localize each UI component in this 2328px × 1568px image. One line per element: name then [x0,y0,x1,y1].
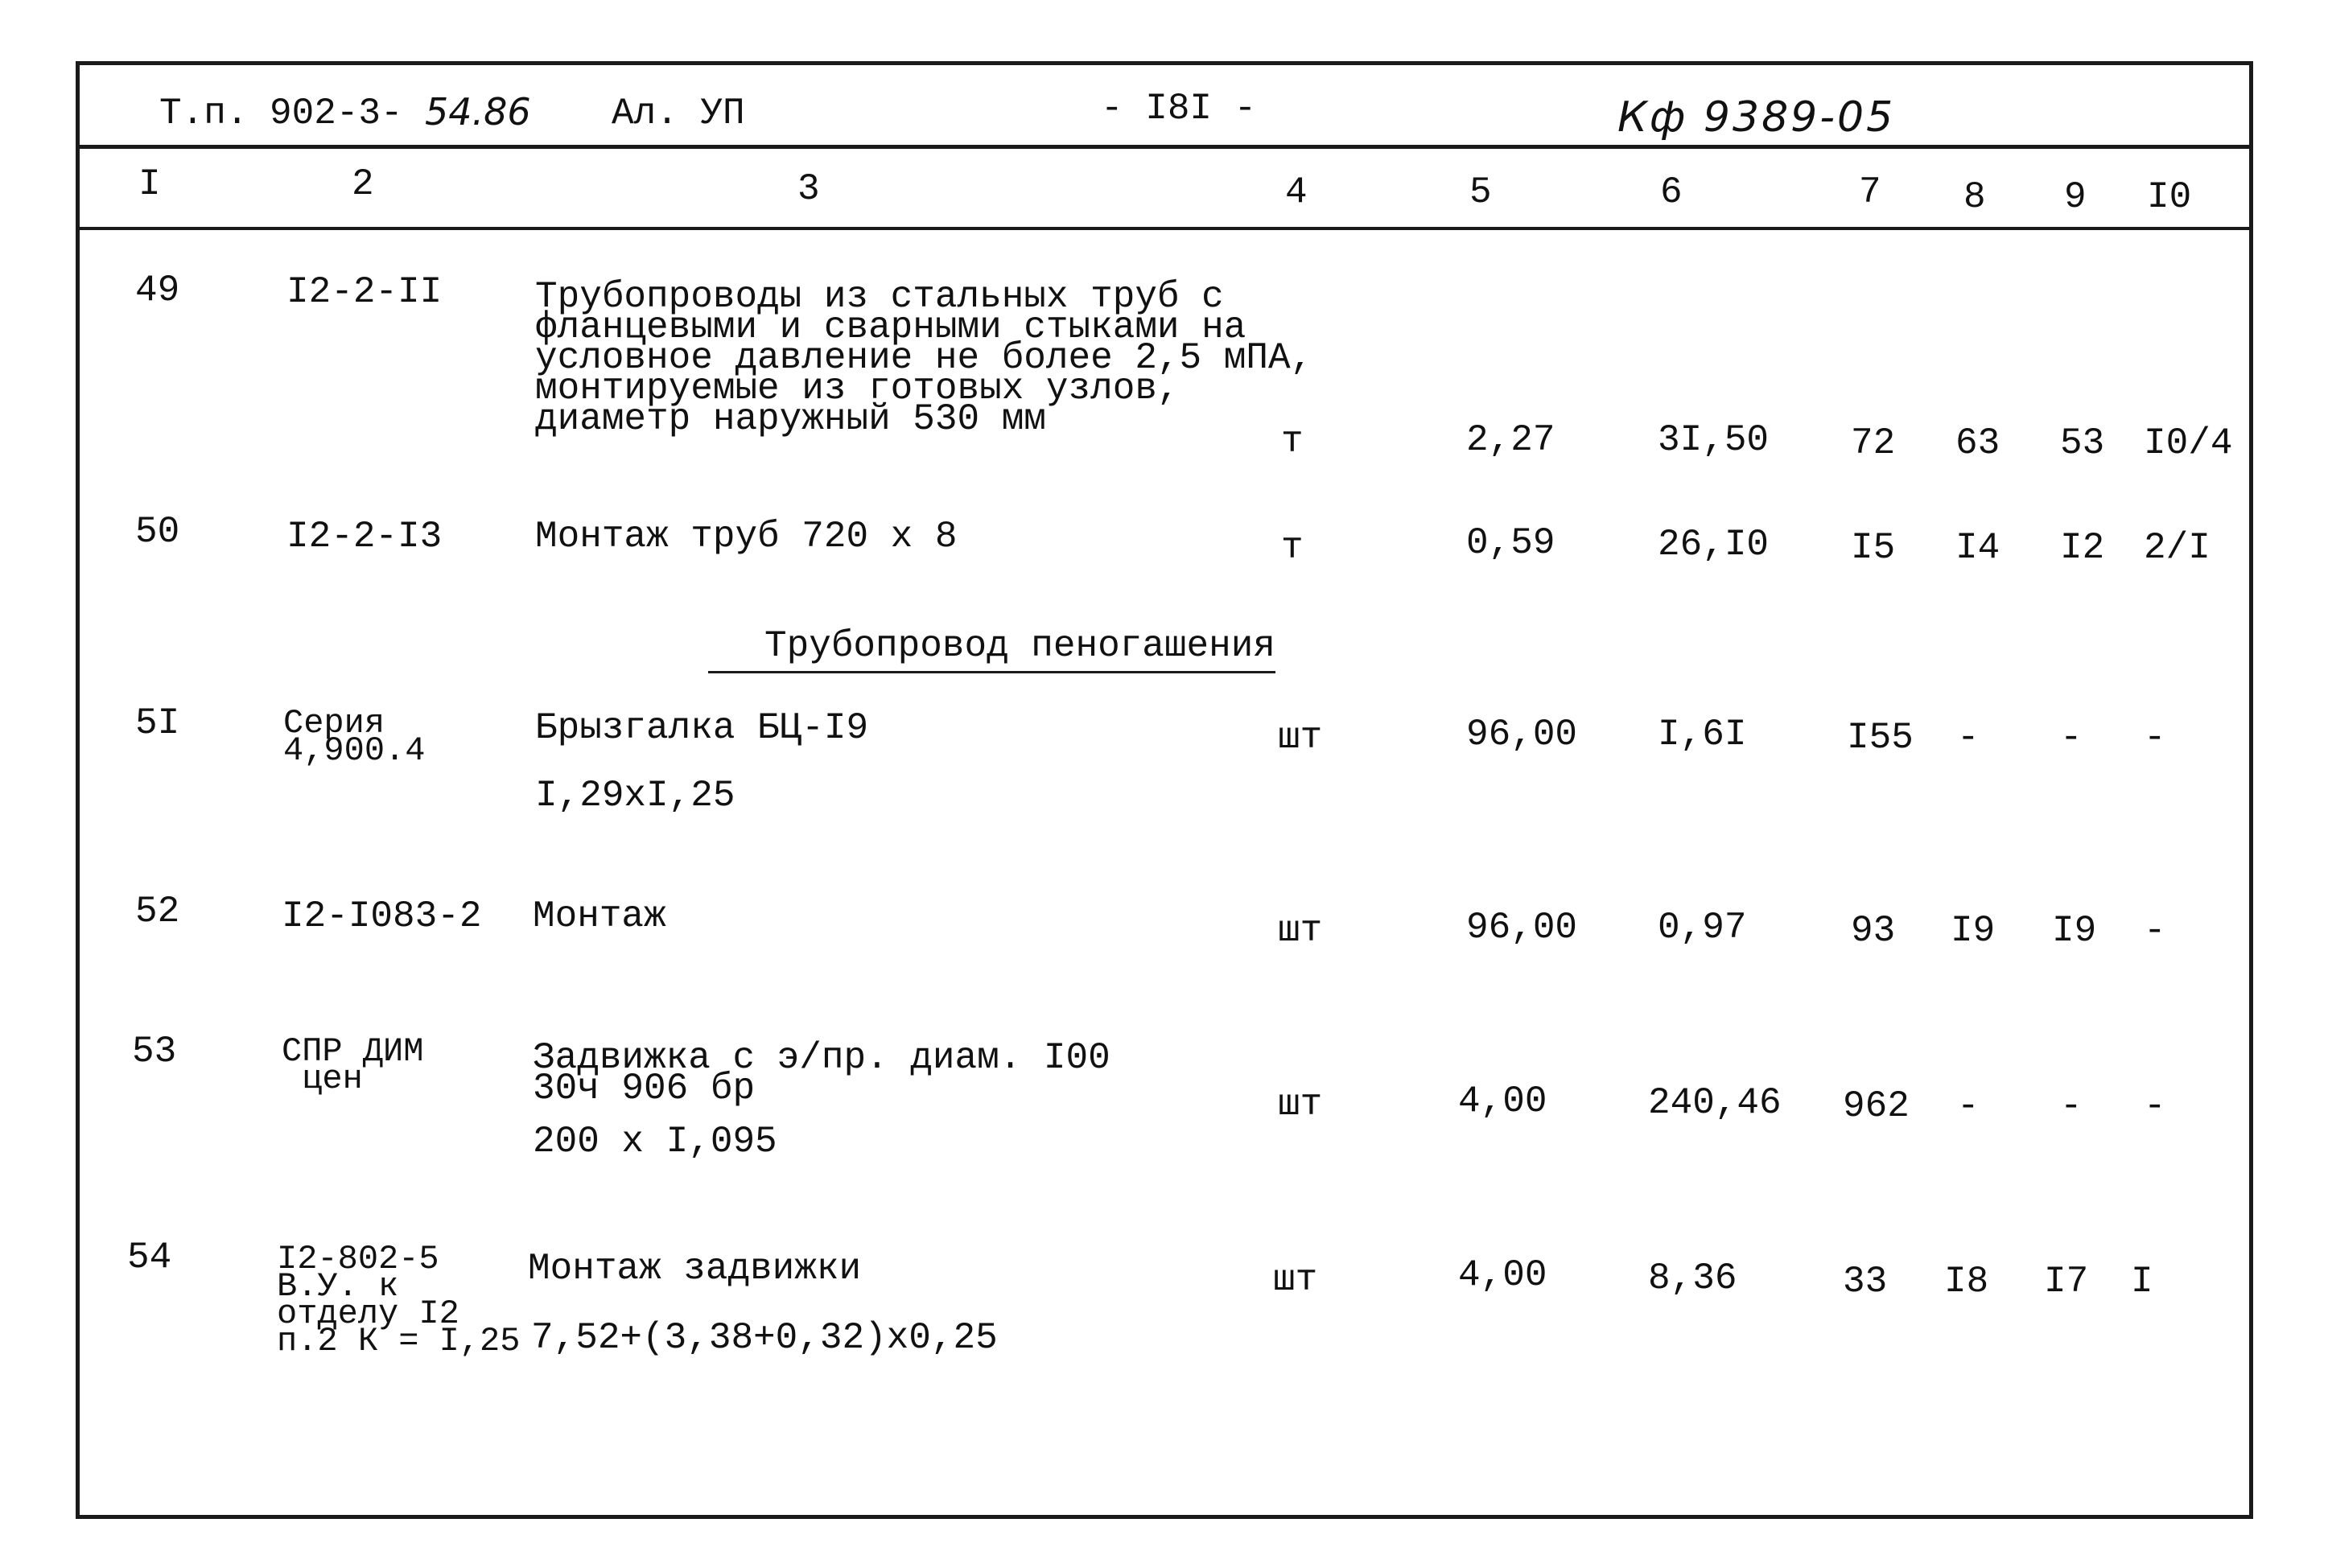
row-49-code: I2-2-II [286,271,443,313]
row-49-col6: 3I,50 [1658,419,1770,461]
row-53-col9: - [2060,1085,2083,1127]
album-label: Ал. УП [612,93,745,134]
row-52-code: I2-I083-2 [282,895,482,937]
row-51-num: 5I [135,702,180,744]
row-54-col10: I [2131,1261,2153,1303]
row-51-unit: шт [1278,717,1323,759]
row-51-col10: - [2144,717,2166,759]
row-52-col9: I9 [2052,910,2097,952]
section-title-underline [708,671,1275,673]
row-54-description: Монтаж задвижки [528,1248,862,1290]
row-51-col5: 96,00 [1466,714,1578,755]
row-53-num: 53 [132,1031,177,1072]
row-51-col6: I,6I [1658,714,1747,755]
row-53-col6: 240,46 [1648,1082,1782,1124]
row-49-col8: 63 [1955,422,2000,464]
tp-number-handwritten: 54.86 [425,90,531,134]
row-53-description: Задвижка с э/пр. диам. I00 30ч 906 бр [533,1037,1110,1109]
row-54-num: 54 [127,1237,172,1278]
row-49-num: 49 [135,270,180,311]
column-header-7: 7 [1859,171,1881,213]
row-50-col7: I5 [1851,527,1896,569]
row-50-num: 50 [135,511,180,553]
row-52-col7: 93 [1851,910,1896,952]
row-53-calculation: 200 х I,095 [533,1121,777,1163]
column-header-divider [76,227,2253,230]
row-54-col8: I8 [1944,1261,1989,1303]
row-54-col6: 8,36 [1648,1257,1737,1299]
row-52-col6: 0,97 [1658,907,1747,949]
tp-number: 902-3- [270,93,403,134]
column-header-6: 6 [1660,171,1683,213]
row-50-col9: I2 [2060,527,2105,569]
row-51-calculation: I,29хI,25 [535,775,735,817]
row-50-code: I2-2-I3 [286,516,443,558]
row-53-col8: - [1957,1085,1980,1127]
row-50-col8: I4 [1955,527,2000,569]
row-54-calculation: 7,52+(3,38+0,32)х0,25 [531,1317,998,1359]
column-header-10: I0 [2147,176,2192,218]
column-header-4: 4 [1285,171,1308,213]
row-49-unit: т [1281,421,1304,463]
row-50-col6: 26,I0 [1658,524,1770,566]
row-52-unit: шт [1278,910,1323,952]
section-title: Трубопровод пеногашения [764,625,1275,667]
row-49-col5: 2,27 [1466,419,1555,461]
document-code: Кф 9389-05 [1617,93,1896,142]
column-header-9: 9 [2064,176,2087,218]
row-51-col8: - [1957,717,1980,759]
row-50-col10: 2/I [2144,527,2211,569]
row-53-col5: 4,00 [1458,1080,1547,1122]
row-49-description: Трубопроводы из стальных труб с фланцевыми и сварными стыками на условное давление не более 2,5 мПА, монтируемые из готовых узлов, диаметр наружный 530 мм [535,276,1313,440]
row-52-num: 52 [135,891,180,932]
row-51-code: Серия 4,900.4 [283,704,426,770]
row-54-code: I2-802-5 В.У. к отделу I2 п.2 К = I,25 [277,1240,521,1360]
row-49-col9: 53 [2060,422,2105,464]
row-53-col7: 962 [1843,1085,1910,1127]
row-52-description: Монтаж [533,895,666,937]
row-51-col9: - [2060,717,2083,759]
row-53-col10: - [2144,1085,2166,1127]
row-52-col5: 96,00 [1466,907,1578,949]
row-51-description: Брызгалка БЦ-I9 [535,707,869,749]
row-54-col9: I7 [2044,1261,2089,1303]
row-52-col8: I9 [1951,910,1996,952]
column-header-3: 3 [797,168,820,210]
row-51-col7: I55 [1847,717,1914,759]
row-50-description: Монтаж труб 720 х 8 [535,516,958,558]
row-50-unit: т [1281,527,1304,569]
row-53-unit: шт [1278,1084,1323,1126]
page-number: - I8I - [1101,88,1257,130]
row-49-col10: I0/4 [2144,422,2233,464]
column-header-1: I [138,163,161,205]
row-54-col5: 4,00 [1458,1254,1547,1296]
row-49-col7: 72 [1851,422,1896,464]
row-54-col7: 33 [1843,1261,1888,1303]
tp-label: Т.п. [159,93,249,134]
header-divider [76,145,2253,149]
row-50-col5: 0,59 [1466,522,1555,564]
row-53-code: СПР ДИМ цен [282,1032,424,1098]
row-54-unit: шт [1273,1259,1318,1301]
column-header-8: 8 [1963,176,1986,218]
column-header-2: 2 [352,163,374,205]
row-52-col10: - [2144,910,2166,952]
column-header-5: 5 [1469,171,1492,213]
